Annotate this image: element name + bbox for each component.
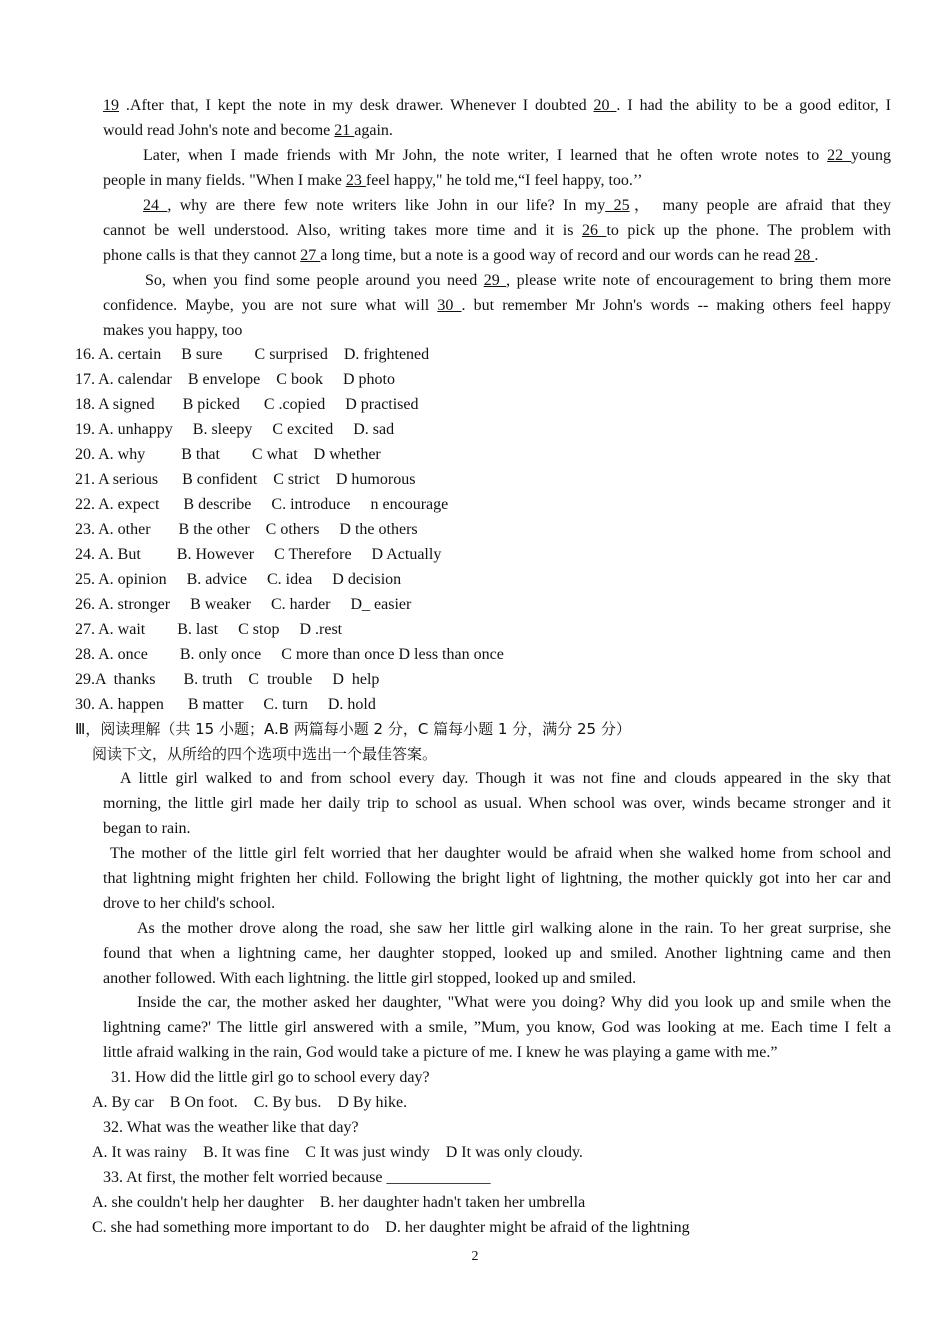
- option-row-27: 27. A. wait B. last C stop D .rest: [75, 621, 343, 638]
- text: , why are there few note writers like John in our life? In my: [167, 197, 606, 214]
- option-row-26: 26. A. stronger B weaker C. harder D_ easier: [75, 596, 412, 613]
- cloze-line: [103, 246, 818, 266]
- blank-23: 23: [345, 172, 366, 189]
- page-number: 2: [471, 1249, 479, 1264]
- text: . I had the ability to be a good editor, I: [616, 97, 892, 114]
- text: a long time, but a note is a good way of record and our words can he read: [320, 247, 795, 264]
- reading-line: The mother of the little girl felt worried that her daughter would be afraid when she walked home from school and: [110, 845, 891, 862]
- reading-line: As the mother drove along the road, she saw her little girl walking alone in the rain. To her great surprise, she: [137, 920, 891, 937]
- text: ， many people are afraid that they: [629, 197, 892, 214]
- option-row-30: 30. A. happen B matter C. turn D. hold: [75, 696, 376, 713]
- cloze-line: [103, 321, 242, 341]
- blank-25: 25: [605, 197, 630, 214]
- text: phone calls is that they cannot: [103, 247, 301, 264]
- text: confidence. Maybe, you are not sure what will: [103, 297, 438, 314]
- question-33: 33. At first, the mother felt worried because _____________: [103, 1169, 491, 1186]
- reading-line: morning, the little girl made her daily trip to school as usual. When school was over, winds became stronger and it: [103, 795, 891, 812]
- cloze-line: [103, 171, 642, 191]
- cloze-line: [143, 196, 891, 216]
- question-31: 31. How did the little girl go to school every day?: [111, 1069, 430, 1086]
- option-row-24: 24. A. But B. However C Therefore D Actually: [75, 546, 442, 563]
- cloze-line: [143, 146, 891, 166]
- blank-20: 20: [593, 97, 617, 114]
- text: again.: [354, 122, 393, 139]
- text: would read John's note and become: [103, 122, 335, 139]
- text: people in many fields. "When I make: [103, 172, 346, 189]
- reading-line: drove to her child's school.: [103, 895, 276, 912]
- option-row-22: 22. A. expect B describe C. introduce n encourage: [75, 496, 449, 513]
- blank-27: 27: [300, 247, 321, 264]
- option-row-29: 29.A thanks B. truth C trouble D help: [75, 671, 380, 688]
- text: Later, when I made friends with Mr John, the note writer, I learned that he often wrote notes to: [143, 147, 828, 164]
- blank-22: 22: [827, 147, 852, 164]
- reading-line: began to rain.: [103, 820, 191, 837]
- option-row-21: 21. A serious B confident C strict D humorous: [75, 471, 416, 488]
- text: , please write note of encouragement to bring them more: [506, 272, 892, 289]
- reading-line: Inside the car, the mother asked her daughter, "What were you doing? Why did you look up and smile when the: [137, 994, 891, 1011]
- reading-line: found that when a lightning came, her daughter stopped, looked up and smiled. Another lightning came and then: [103, 945, 891, 962]
- reading-line: A little girl walked to and from school every day. Though it was not fine and clouds appeared in the sky that: [120, 770, 891, 787]
- text: feel happy," he told me,“I feel happy, too.’’: [365, 172, 643, 189]
- option-row-25: 25. A. opinion B. advice C. idea D decision: [75, 571, 402, 588]
- question-33-options-ab: A. she couldn't help her daughter B. her daughter hadn't taken her umbrella: [92, 1194, 586, 1211]
- cloze-line: [103, 121, 393, 141]
- option-row-17: 17. A. calendar B envelope C book D photo: [75, 371, 395, 388]
- text: makes you happy, too: [103, 322, 243, 339]
- question-32: 32. What was the weather like that day?: [103, 1119, 359, 1136]
- question-31-options: A. By car B On foot. C. By bus. D By hike.: [92, 1094, 408, 1111]
- blank-19: 19: [103, 97, 119, 114]
- text: . but remember Mr John's words -- making others feel happy: [461, 297, 892, 314]
- blank-21: 21: [334, 122, 355, 139]
- blank-24: 24: [143, 197, 168, 214]
- cloze-line: [103, 296, 891, 316]
- cloze-line: [145, 271, 891, 291]
- cloze-line: [103, 96, 891, 116]
- section-instruction: 阅读下文，从所给的四个选项中选出一个最佳答案。: [92, 745, 438, 763]
- option-row-19: 19. A. unhappy B. sleepy C excited D. sad: [75, 421, 395, 438]
- text: to pick up the phone. The problem with: [606, 222, 892, 239]
- reading-line: lightning came?' The little girl answered with a smile, ”Mum, you know, God was looking at me. Each time I felt a: [103, 1019, 891, 1036]
- text: So, when you find some people around you need: [145, 272, 484, 289]
- reading-line: that lightning might frighten her child. Following the bright light of lightning, the mother quickly got into her car and: [103, 870, 891, 887]
- reading-line: little afraid walking in the rain, God would take a picture of me. I knew he was playing a game with me.”: [103, 1044, 778, 1061]
- blank-29: 29: [483, 272, 507, 289]
- option-row-23: 23. A. other B the other C others D the others: [75, 521, 418, 538]
- blank-28: 28: [794, 247, 815, 264]
- text: young: [851, 147, 892, 164]
- blank-26: 26: [581, 222, 607, 239]
- question-33-options-cd: C. she had something more important to do D. her daughter might be afraid of the lightning: [92, 1219, 690, 1236]
- text: .: [814, 247, 819, 264]
- cloze-line: [103, 221, 891, 241]
- option-row-28: 28. A. once B. only once C more than once D less than once: [75, 646, 504, 663]
- question-32-options: A. It was rainy B. It was fine C It was just windy D It was only cloudy.: [92, 1144, 583, 1161]
- reading-line: another followed. With each lightning. the little girl stopped, looked up and smiled.: [103, 970, 637, 987]
- text: cannot be well understood. Also, writing takes more time and it is: [103, 222, 582, 239]
- option-row-20: 20. A. why B that C what D whether: [75, 446, 381, 463]
- section-heading: Ⅲ，阅读理解（共 15 小题；A.B 两篇每小题 2 分，C 篇每小题 1 分，满分 25 分）: [75, 720, 631, 738]
- option-row-18: 18. A signed B picked C .copied D practised: [75, 396, 419, 413]
- text: .After that, I kept the note in my desk drawer. Whenever I doubted: [119, 97, 594, 114]
- option-row-16: 16. A. certain B sure C surprised D. frightened: [75, 346, 430, 363]
- blank-30: 30: [437, 297, 462, 314]
